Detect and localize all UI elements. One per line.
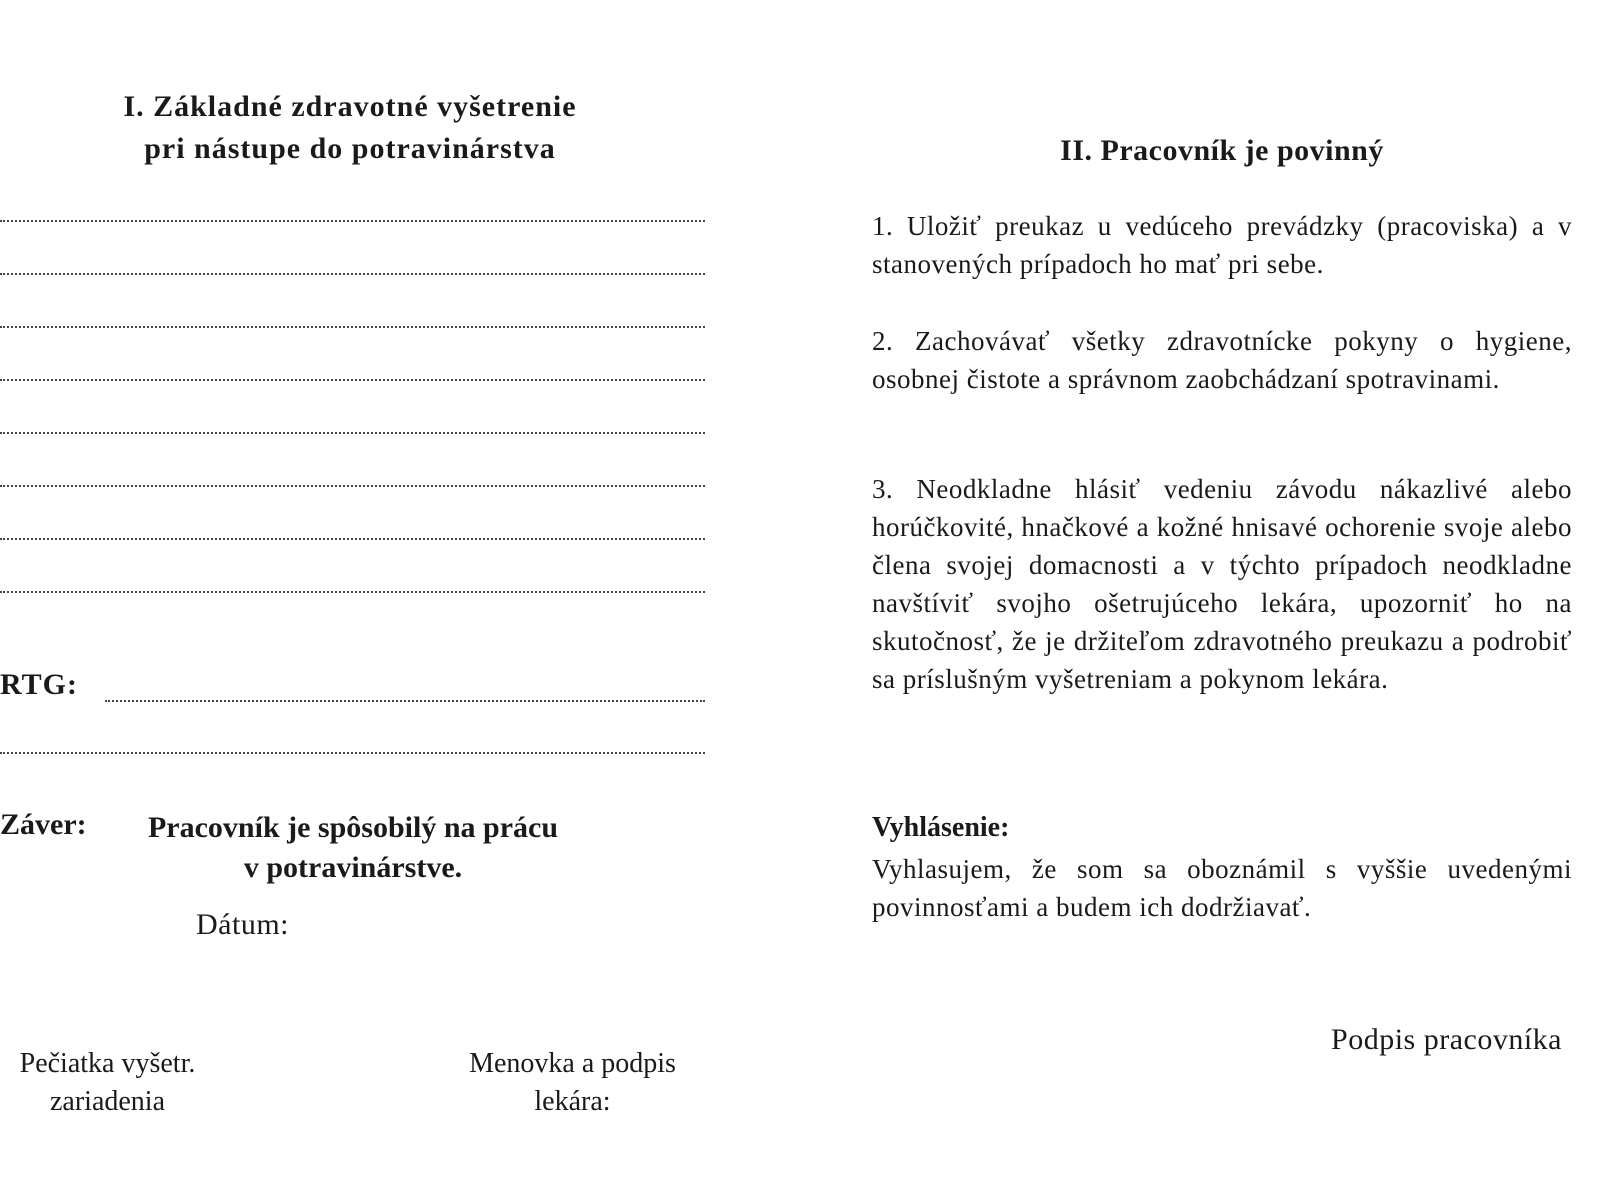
dotted-fill-line[interactable] xyxy=(0,485,705,487)
dotted-fill-line[interactable] xyxy=(0,538,705,540)
dotted-fill-line[interactable] xyxy=(0,591,705,593)
dotted-fill-line[interactable] xyxy=(0,220,705,222)
duty-item-2: 2. Zachovávať všetky zdravotnícke pokyny o hygiene, osobnej čistote a správnom zaobchádzaní spotravinami. xyxy=(872,326,1572,394)
declaration-text: Vyhlasujem, že som sa oboznámil s vyššie uvedenými povinnosťami a budem ich dodržiavať. xyxy=(872,854,1572,922)
duty-item-1: 1. Uložiť preukaz u vedúceho prevádzky (pracoviska) a v stanovených prípadoch ho mať pri sebe. xyxy=(872,211,1572,279)
section-1-title-line2: pri nástupe do potravinárstva xyxy=(144,132,556,165)
conclusion-text xyxy=(138,808,568,888)
conclusion-label: Záver: xyxy=(0,808,87,841)
stamp-caption xyxy=(0,1045,215,1121)
doctor-signature-caption xyxy=(445,1045,700,1121)
conclusion-line2: v potravinárstve. xyxy=(243,851,463,884)
section-1-title xyxy=(60,86,640,170)
dotted-fill-line[interactable] xyxy=(0,379,705,381)
dotted-fill-line[interactable] xyxy=(0,273,705,275)
dotted-fill-line[interactable] xyxy=(0,432,705,434)
dotted-fill-line[interactable] xyxy=(0,752,705,754)
doctor-signature-line1: Menovka a podpis xyxy=(469,1048,676,1079)
stamp-caption-line2: zariadenia xyxy=(49,1086,166,1117)
declaration-title: Vyhlásenie: xyxy=(872,812,1010,843)
section-2-title: II. Pracovník je povinný xyxy=(1060,134,1384,167)
rtg-fill-line[interactable] xyxy=(105,700,705,702)
rtg-label: RTG: xyxy=(0,668,78,701)
duty-item-3: 3. Neodkladne hlásiť vedeniu závodu nákazlivé alebo horúčkovité, hnačkové a kožné hnisavé ochorenie svoje alebo člena svojej domacnosti a v týchto prípadoch neodkladne navštíviť svojho ošetrujúceho lekára, upozorniť ho na skutočnosť, že je držiteľom zdravotného preukazu a podrobiť sa príslušným vyšetreniam a pokynom lekára. xyxy=(872,474,1572,694)
section-1-title-line1: I. Základné zdravotné vyšetrenie xyxy=(123,90,577,123)
date-label: Dátum: xyxy=(196,908,289,941)
right-page xyxy=(872,0,1572,1200)
conclusion-line1: Pracovník je spôsobilý na prácu xyxy=(147,811,559,844)
doctor-signature-line2: lekára: xyxy=(534,1086,611,1117)
left-page xyxy=(0,0,720,1200)
stamp-caption-line1: Pečiatka vyšetr. xyxy=(19,1048,196,1079)
worker-signature-caption: Podpis pracovníka xyxy=(1331,1023,1562,1056)
dotted-fill-line[interactable] xyxy=(0,326,705,328)
